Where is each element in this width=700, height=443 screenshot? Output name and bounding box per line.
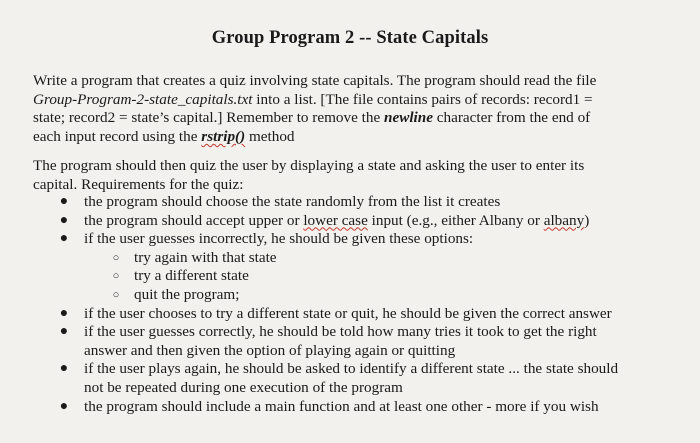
list-item: [58, 360, 678, 397]
filename-text: Group-Program-2-state_capitals.txt: [33, 90, 253, 108]
bullet-text: if the user chooses to try a different state or quit, he should be given the correct answer: [84, 304, 612, 322]
document-title: Group Program 2 -- State Capitals: [211, 28, 489, 48]
bullet-icon: ●: [59, 398, 69, 414]
bullet-icon: ●: [59, 305, 69, 321]
bullet-text: answer and then given the option of playing again or quitting: [84, 341, 456, 359]
list-item: [58, 230, 678, 304]
intro-line-3-rest: character from the end of: [432, 109, 591, 127]
sublist-item: [110, 286, 678, 305]
sublist-item: [110, 267, 678, 286]
bullet-text: not be repeated during one execution of the program: [84, 378, 403, 396]
bullet-icon: ●: [59, 231, 69, 247]
intro-paragraph: [33, 72, 673, 146]
bullet-text: if the user guesses correctly, he should be told how many tries it took to get the right: [84, 323, 597, 341]
bullet-icon: ●: [59, 361, 69, 377]
quiz-line-1: The program should then quiz the user by displaying a state and asking the user to enter its: [33, 157, 585, 174]
bullet-text: if the user plays again, he should be asked to identify a different state ... the state should: [84, 360, 619, 378]
intro-line-1: Write a program that creates a quiz involving state capitals. The program should read the file: [33, 72, 597, 89]
list-item: [58, 398, 678, 417]
intro-line-3-start: state; record2 = state’s capital.] Remember to remove the: [33, 109, 384, 127]
sublist-text: try a different state: [134, 267, 249, 285]
quiz-paragraph: [33, 157, 673, 194]
intro-line-3: [33, 109, 673, 128]
bullet-text: input (e.g., either Albany or: [367, 211, 544, 229]
list-item: [58, 305, 678, 324]
list-item: [58, 212, 678, 231]
bullet-icon: ●: [59, 212, 69, 228]
sublist-text: try again with that state: [134, 248, 277, 266]
bullet-icon: ●: [59, 194, 69, 209]
quiz-line-2: capital. Requirements for the quiz:: [33, 175, 244, 193]
requirements-list: [58, 193, 678, 416]
lower-case-term: lower case: [303, 211, 368, 229]
intro-line-4-start: each input record using the: [33, 127, 202, 145]
sublist-item: [110, 249, 678, 268]
bullet-icon: ●: [59, 324, 69, 340]
options-sublist: [84, 249, 678, 305]
albany-term: albany: [543, 211, 585, 229]
intro-line-4: [33, 128, 673, 147]
bullet-text: if the user guesses incorrectly, he should be given these options:: [84, 230, 474, 248]
circle-bullet-icon: ○: [112, 251, 120, 264]
bullet-text: the program should include a main function and at least one other - more if you wish: [84, 397, 599, 415]
intro-line-4-rest: method: [245, 127, 295, 145]
intro-line-2: [33, 91, 673, 110]
list-item: [58, 193, 678, 212]
intro-line-2-rest: into a list. [The file contains pairs of records: record1 =: [252, 90, 593, 108]
circle-bullet-icon: ○: [112, 288, 120, 301]
sublist-text: quit the program;: [134, 285, 240, 303]
circle-bullet-icon: ○: [112, 270, 120, 283]
bullet-text: the program should choose the state randomly from the list it creates: [84, 193, 501, 210]
newline-term: newline: [384, 109, 433, 127]
list-item: [58, 323, 678, 360]
bullet-text: ): [584, 211, 590, 229]
rstrip-term: rstrip(): [201, 127, 246, 145]
bullet-text: the program should accept upper or: [84, 211, 304, 229]
